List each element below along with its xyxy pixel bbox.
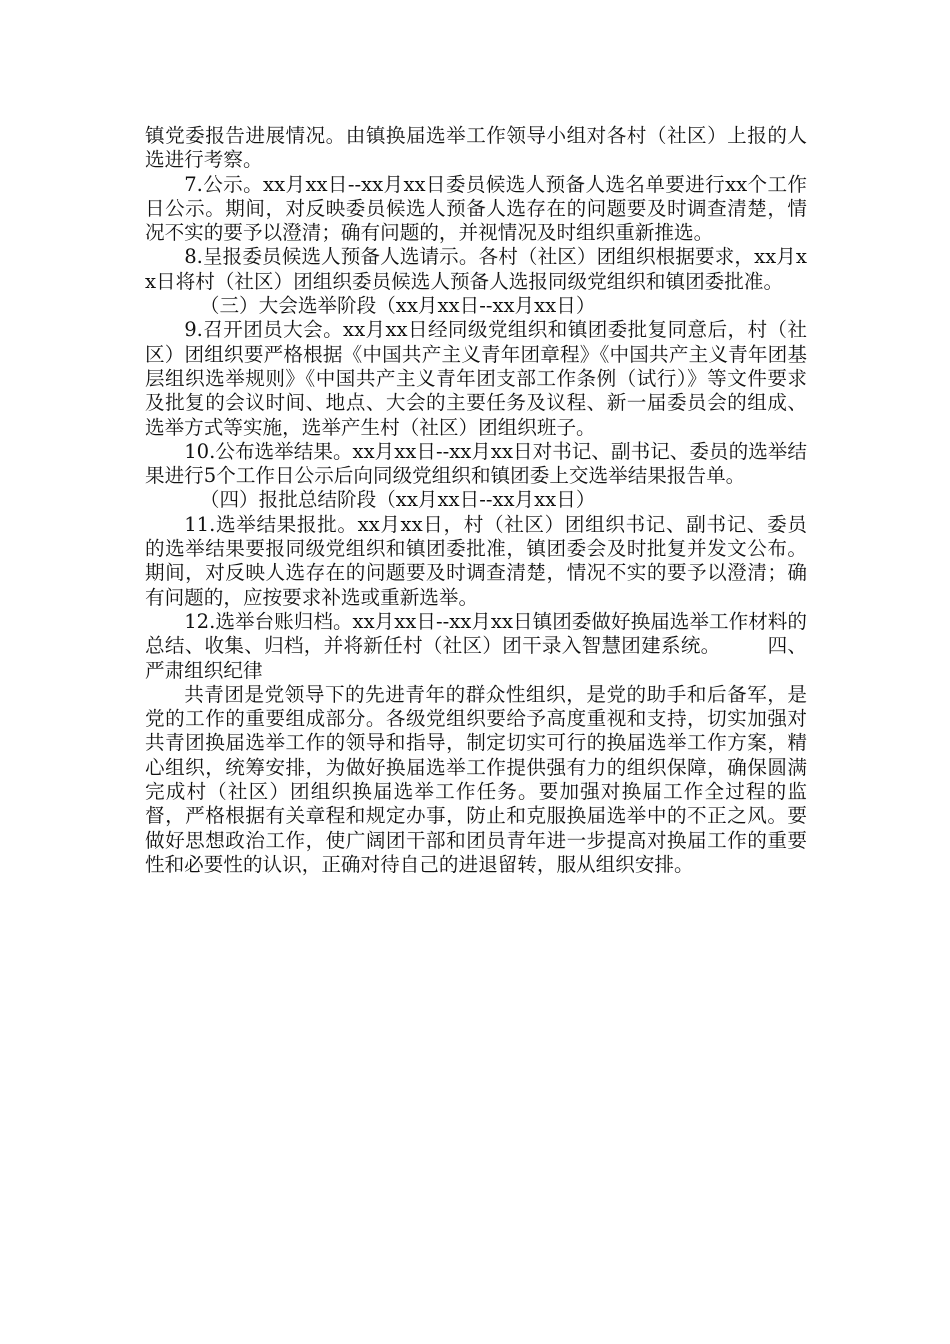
paragraph-item-12-text: 12.选举台账归档。xx月xx日--xx月xx日镇团委做好换届选举工作材料的总结、收集、归档，并将新任村（社区）团干录入智慧团建系统。 xyxy=(145,609,807,658)
paragraph-item-8: 8.呈报委员候选人预备人选请示。各村（社区）团组织根据要求，xx月xx日将村（社区）团组织委员候选人预备人选报同级党组织和镇团委批准。 xyxy=(145,245,807,293)
section-heading-4: （四）报批总结阶段（xx月xx日--xx月xx日） xyxy=(199,488,596,512)
section-heading-3: （三）大会选举阶段（xx月xx日--xx月xx日） xyxy=(199,294,596,318)
paragraph-item-10: 10.公布选举结果。xx月xx日--xx月xx日对书记、副书记、委员的选举结果进行5个工作日公示后向同级党组织和镇团委上交选举结果报告单。 xyxy=(145,439,807,488)
paragraph-discipline: 共青团是党领导下的先进青年的群众性组织，是党的助手和后备军，是党的工作的重要组成部分。各级党组织要给予高度重视和支持，切实加强对共青团换届选举工作的领导和指导，制定切实可行的换届选举工作方案，精心组织，统筹安排，为做好换届选举工作提供强有力的组织保障，确保圆满完成村（社区）团组织换届选举工作任务。要加强对换届工作全过程的监督，严格根据有关章程和规定办事，防止和克服换届选举中的不正之风。要做好思想政治工作，使广阔团干部和团员青年进一步提高对换届工作的重要性和必要性的认识，正确对待自己的进退留转，服从组织安排。 xyxy=(145,682,807,876)
paragraph-item-11: 11.选举结果报批。xx月xx日，村（社区）团组织书记、副书记、委员的选举结果要报同级党组织和镇团委批准，镇团委会及时批复并发文公布。期间，对反映人选存在的问题要及时调查清楚，情况不实的要予以澄清；确有问题的，应按要求补选或重新选举。 xyxy=(145,512,807,609)
paragraph-item-7: 7.公示。xx月xx日--xx月xx日委员候选人预备人选名单要进行xx个工作日公示。期间，对反映委员候选人预备人选存在的问题要及时调查清楚，情况不实的要予以澄清；确有问题的，并视情况及时组织重新推选。 xyxy=(145,172,807,245)
paragraph-item-9: 9.召开团员大会。xx月xx日经同级党组织和镇团委批复同意后，村（社区）团组织要严格根据《中国共产主义青年团章程》《中国共产主义青年团基层组织选举规则》《中国共产主义青年团支部工作条例（试行）》等文件要求及批复的会议时间、地点、大会的主要任务及议程、新一届委员会的组成、选举方式等实施，选举产生村（社区）团组织班子。 xyxy=(145,318,807,439)
paragraph-item-12 xyxy=(145,610,807,683)
paragraph-continuation: 镇党委报告进展情况。由镇换届选举工作领导小组对各村（社区）上报的人选进行考察。 xyxy=(145,124,807,172)
document-page xyxy=(145,124,807,877)
section-heading-four: 四、严肃组织纪律 xyxy=(145,634,808,682)
